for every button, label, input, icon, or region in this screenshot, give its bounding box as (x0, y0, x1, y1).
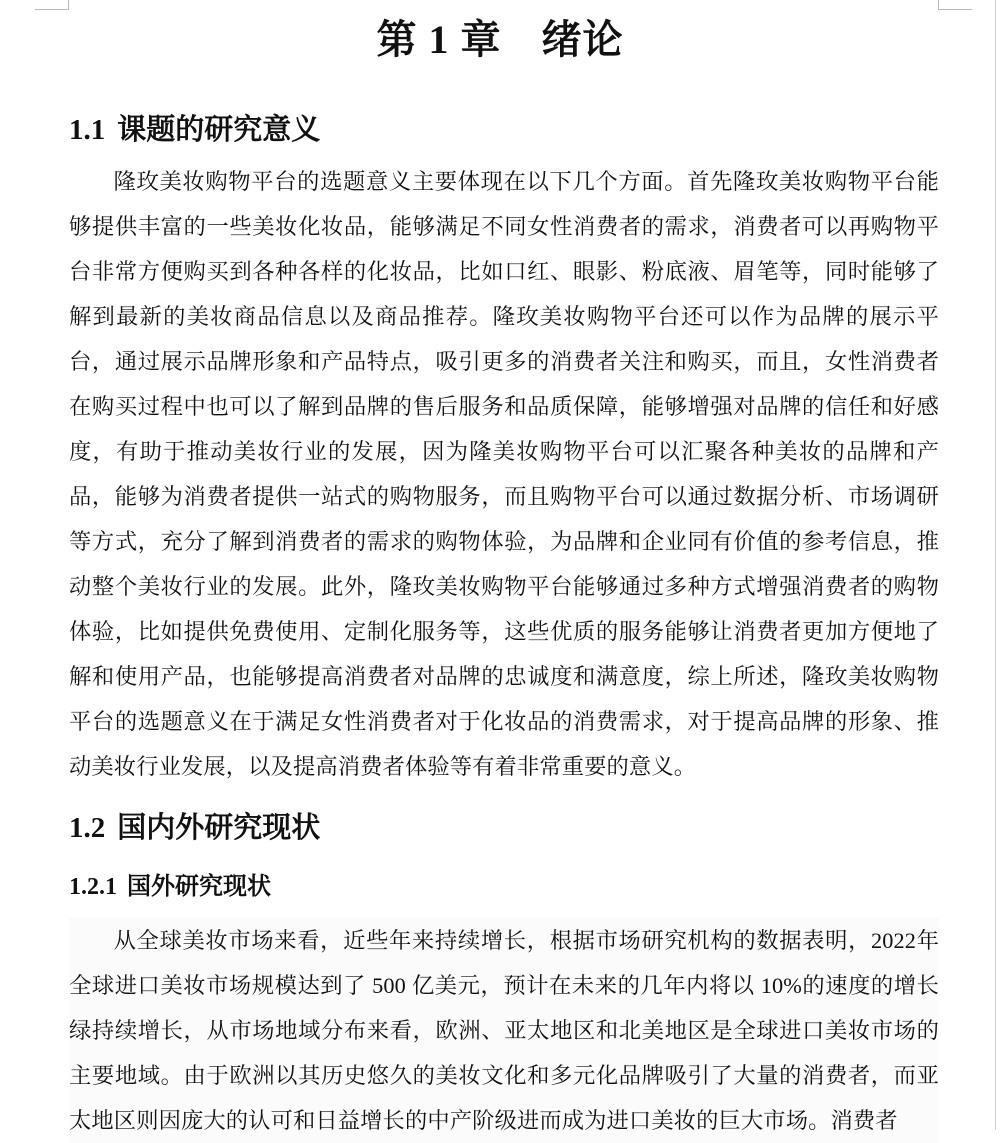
chapter-title (0, 12, 1000, 68)
page-corner-mark-right (938, 0, 972, 10)
body-paragraph-research-significance: 隆玫美妆购物平台的选题意义主要体现在以下几个方面。首先隆玫美妆购物平台能够提供丰富的一些美妆化妆品，能够满足不同女性消费者的需求，消费者可以再购物平台非常方便购买到各种各样的化妆品，比如口红、眼影、粉底液、眉笔等，同时能够了解到最新的美妆商品信息以及商品推荐。隆玫美妆购物平台还可以作为品牌的展示平台，通过展示品牌形象和产品特点，吸引更多的消费者关注和购买，而且，女性消费者在购买过程中也可以了解到品牌的售后服务和品质保障，能够增强对品牌的信任和好感度，有助于推动美妆行业的发展，因为隆美妆购物平台可以汇聚各种美妆的品牌和产品，能够为消费者提供一站式的购物服务，而且购物平台可以通过数据分析、市场调研等方式，充分了解到消费者的需求的购物体验，为品牌和企业同有价值的参考信息，推动整个美妆行业的发展。此外，隆玫美妆购物平台能够通过多种方式增强消费者的购物体验，比如提供免费使用、定制化服务等，这些优质的服务能够让消费者更加方便地了解和使用产品，也能够提高消费者对品牌的忠诚度和满意度，综上所述，隆玫美妆购物平台的选题意义在于满足女性消费者对于化妆品的消费需求，对于提高品牌的形象、推动美妆行业发展，以及提高消费者体验等有着非常重要的意义。 (69, 169, 939, 779)
section-heading-1-2 (69, 808, 320, 848)
section-title: 国内外研究现状 (117, 812, 321, 844)
subsection-heading-1-2-1 (69, 870, 271, 904)
section-number: 1.1 (69, 114, 106, 146)
page-corner-mark-left (35, 0, 69, 10)
chapter-number: 第 1 章 (376, 17, 502, 62)
subsection-number: 1.2.1 (69, 874, 117, 900)
subsection-title: 国外研究现状 (127, 874, 271, 900)
page-edge (995, 0, 996, 1130)
section-number: 1.2 (69, 812, 106, 844)
chapter-name: 绪论 (541, 17, 624, 62)
body-paragraph-foreign-research: 从全球美妆市场来看，近些年来持续增长，根据市场研究机构的数据表明，2022年全球进口美妆市场规模达到了 500 亿美元，预计在未来的几年内将以 10%的速度的增长绿持续增长，从市场地域分布来看，欧洲、亚太地区和北美地区是全球进口美妆市场的主要地域。由于欧洲以其历史悠久的美妆文化和多元化品牌吸引了大量的消费者，而亚太地区则因庞大的认可和日益增长的中产阶级进而成为进口美妆的巨大市场。消费者 (69, 918, 939, 1143)
section-heading-1-1 (69, 110, 320, 150)
section-title: 课题的研究意义 (117, 114, 321, 146)
